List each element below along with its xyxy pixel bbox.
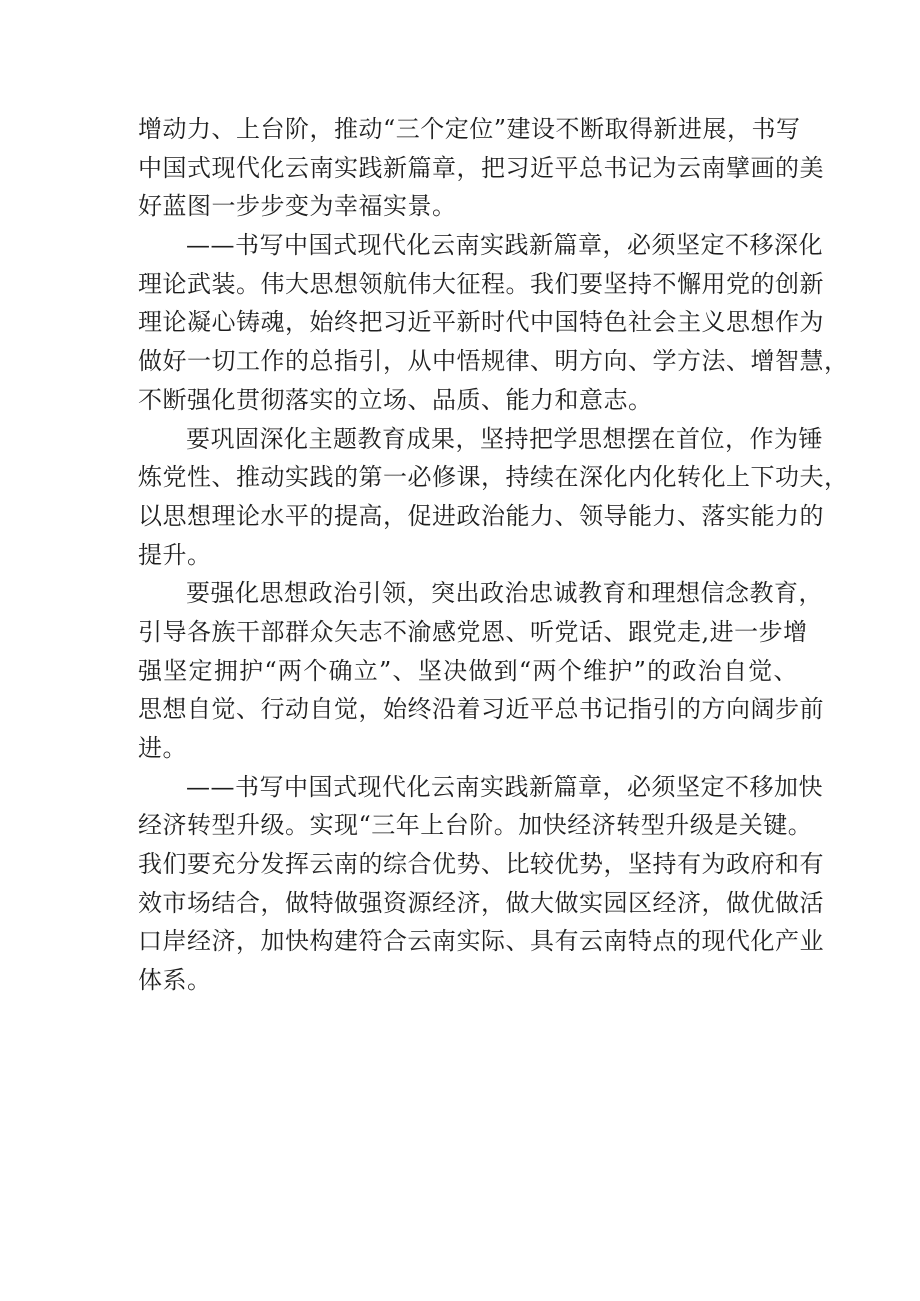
text-line: ——书写中国式现代化云南实践新篇章，必须坚定不移加快 [186, 772, 823, 801]
text-line: 引导各族干部群众矢志不渝感党恩、听党话、跟党走,进一步增 [138, 617, 808, 646]
text-line: 思想自觉、行动自觉，始终沿着习近平总书记指引的方向阔步前 [138, 695, 824, 724]
text-line: ——书写中国式现代化云南实践新篇章，必须坚定不移深化 [186, 231, 823, 260]
text-line: 提升。 [138, 540, 212, 569]
text-line: 中国式现代化云南实践新篇章，把习近平总书记为云南擘画的美 [138, 153, 824, 182]
text-line: 好蓝图一步步变为幸福实景。 [138, 192, 457, 221]
text-line: 不断强化贯彻落实的立场、品质、能力和意志。 [138, 385, 653, 414]
text-line: 要强化思想政治引领，突出政治忠诚教育和理想信念教育， [186, 579, 823, 608]
text-line: 效市场结合，做特做强资源经济，做大做实园区经济，做优做活 [138, 888, 824, 917]
text-line: 经济转型升级。实现“三年上台阶。加快经济转型升级是关键。 [138, 811, 813, 840]
text-line: 进。 [138, 734, 187, 762]
text-line: 我们要充分发挥云南的综合优势、比较优势，坚持有为政府和有 [138, 850, 824, 879]
text-line: 增动力、上台阶，推动“三个定位”建设不断取得新进展，书写 [138, 115, 801, 143]
text-line: 要巩固深化主题教育成果，坚持把学思想摆在首位，作为锤 [186, 424, 823, 453]
text-line: 体系。 [138, 966, 212, 995]
paragraph-1 [138, 110, 824, 226]
text-line: 口岸经济，加快构建符合云南实际、具有云南特点的现代化产业 [138, 927, 824, 956]
paragraph-3 [138, 420, 849, 575]
document-body [138, 110, 849, 1000]
text-line: 理论武装。伟大思想领航伟大征程。我们要坚持不懈用党的创新 [138, 269, 824, 298]
paragraph-5 [138, 768, 824, 1000]
paragraph-2 [138, 226, 849, 419]
text-line: 强坚定拥护“两个确立”、坚决做到“两个维护”的政治自觉、 [138, 656, 798, 685]
paragraph-4 [138, 574, 824, 767]
text-line: 炼党性、推动实践的第一必修课，持续在深化内化转化上下功夫， [138, 463, 849, 492]
text-line: 理论凝心铸魂，始终把习近平新时代中国特色社会主义思想作为 [138, 308, 824, 337]
text-line: 以思想理论水平的提高，促进政治能力、领导能力、落实能力的 [138, 501, 824, 530]
text-line: 做好一切工作的总指引，从中悟规律、明方向、学方法、增智慧， [138, 347, 849, 376]
